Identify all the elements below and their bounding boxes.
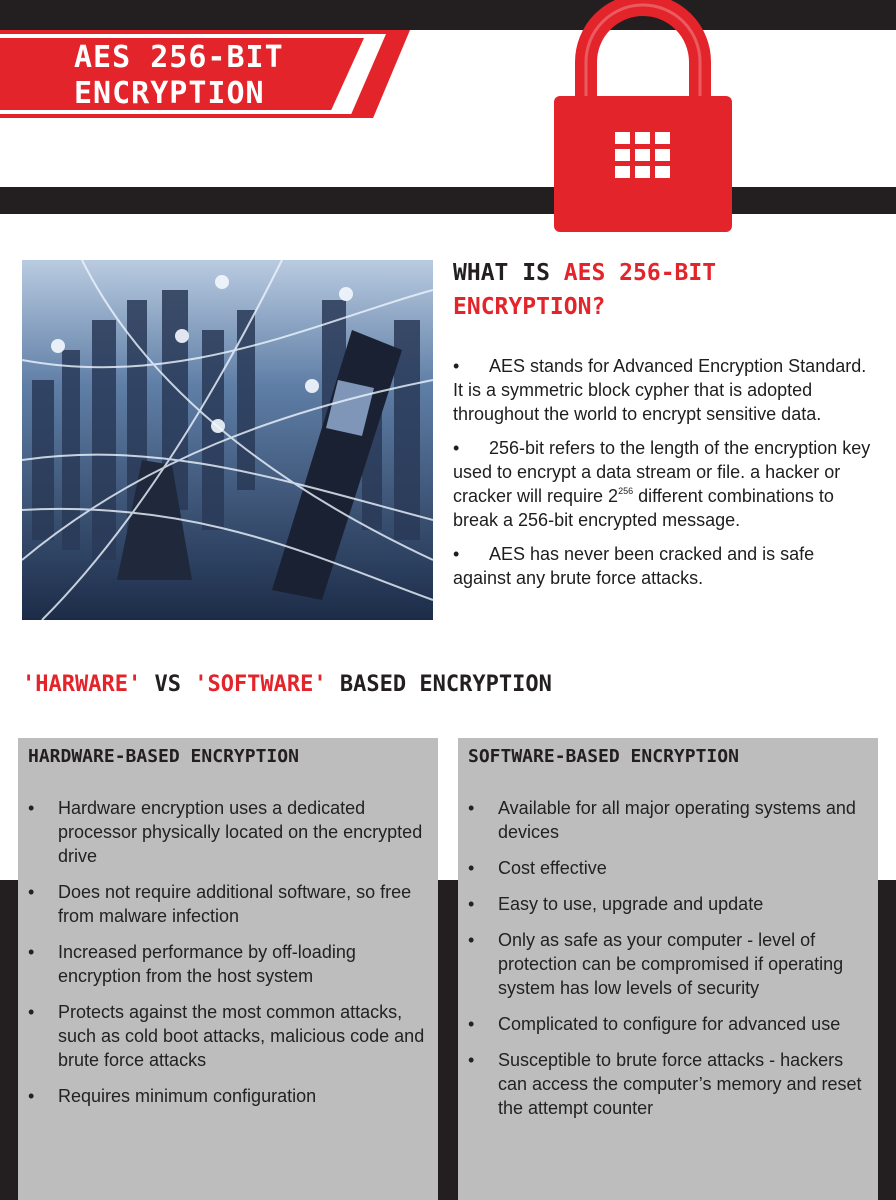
- hardware-panel-heading: HARDWARE-BASED ENCRYPTION: [28, 746, 299, 767]
- page-title-line-2: ENCRYPTION: [74, 76, 265, 111]
- aes-fact-text: different combinations to break a 256-bit encrypted message.: [453, 486, 834, 530]
- list-item-text: Cost effective: [498, 858, 607, 878]
- comparison-software-word: 'SOFTWARE': [194, 672, 327, 697]
- list-item-text: Increased performance by off-loading encryption from the host system: [58, 942, 356, 986]
- list-item-text: Hardware encryption uses a dedicated processor physically located on the encrypted drive: [58, 798, 423, 866]
- hardware-list: [28, 796, 428, 1120]
- comparison-heading: [22, 670, 882, 700]
- what-is-highlight-1: AES 256-BIT: [563, 260, 717, 286]
- bullet: •: [468, 1014, 475, 1034]
- list-item: [468, 796, 868, 844]
- bullet: •: [468, 858, 475, 878]
- list-item-text: Only as safe as your computer - level of protection can be compromised if operating system has low levels of security: [498, 930, 844, 998]
- comparison-hardware-word: 'HARWARE': [22, 672, 142, 697]
- bullet: •: [453, 356, 460, 376]
- list-item: [468, 856, 868, 880]
- list-item: [468, 1048, 868, 1120]
- hardware-panel: [18, 738, 438, 1200]
- list-item: [28, 1000, 428, 1072]
- list-item: [468, 928, 868, 1000]
- bullet: •: [468, 798, 475, 818]
- aes-fact-text: AES stands for Advanced Encryption Standard. It is a symmetric block cypher that is adopted throughout the world to encrypt sensitive data.: [453, 356, 867, 424]
- what-is-prefix: WHAT IS: [453, 260, 564, 286]
- bullet: •: [468, 930, 475, 950]
- software-list: [468, 796, 868, 1132]
- aes-fact-item: [453, 542, 873, 590]
- comparison-vs: VS: [141, 672, 195, 697]
- bullet: •: [28, 1086, 35, 1106]
- page-title: [74, 40, 354, 112]
- list-item: [468, 892, 868, 916]
- top-dark-band: [0, 0, 896, 30]
- exponent: 256: [618, 486, 634, 496]
- comparison-suffix: BASED ENCRYPTION: [326, 672, 552, 697]
- padlock-icon: [554, 0, 732, 232]
- bullet: •: [453, 438, 460, 458]
- page-title-line-1: AES 256-BIT: [74, 40, 284, 75]
- bullet: •: [468, 1050, 475, 1070]
- aes-fact-text: AES has never been cracked and is safe against any brute force attacks.: [453, 544, 815, 588]
- aes-fact-item: [453, 436, 873, 532]
- software-panel: [458, 738, 878, 1200]
- aes-fact-text: 256-bit refers to the length of the encryption key used to encrypt a data stream or file. a hacker or cracker will require 2: [453, 438, 871, 506]
- software-panel-heading: SOFTWARE-BASED ENCRYPTION: [468, 746, 739, 767]
- keypad-grid-icon: [615, 132, 670, 178]
- middle-dark-band: [0, 187, 896, 214]
- what-is-heading: [453, 256, 873, 324]
- bullet: •: [28, 798, 35, 818]
- bullet: •: [28, 1002, 35, 1022]
- list-item: [28, 940, 428, 988]
- list-item: [28, 880, 428, 928]
- bullet: •: [468, 894, 475, 914]
- aes-fact-item: [453, 354, 873, 426]
- city-network-image: [22, 260, 433, 620]
- list-item-text: Requires minimum configuration: [58, 1086, 317, 1106]
- list-item-text: Susceptible to brute force attacks - hackers can access the computer’s memory and reset the attempt counter: [498, 1050, 862, 1118]
- bullet: •: [28, 882, 35, 902]
- what-is-highlight-2: ENCRYPTION?: [453, 294, 606, 320]
- list-item-text: Complicated to configure for advanced use: [498, 1014, 841, 1034]
- bullet: •: [28, 942, 35, 962]
- list-item: [28, 796, 428, 868]
- list-item: [28, 1084, 428, 1108]
- list-item-text: Protects against the most common attacks, such as cold boot attacks, malicious code and brute force attacks: [58, 1002, 425, 1070]
- list-item-text: Does not require additional software, so free from malware infection: [58, 882, 412, 926]
- list-item: [468, 1012, 868, 1036]
- aes-facts-list: [453, 354, 873, 600]
- bullet: •: [453, 544, 460, 564]
- list-item-text: Easy to use, upgrade and update: [498, 894, 764, 914]
- list-item-text: Available for all major operating systems and devices: [498, 798, 856, 842]
